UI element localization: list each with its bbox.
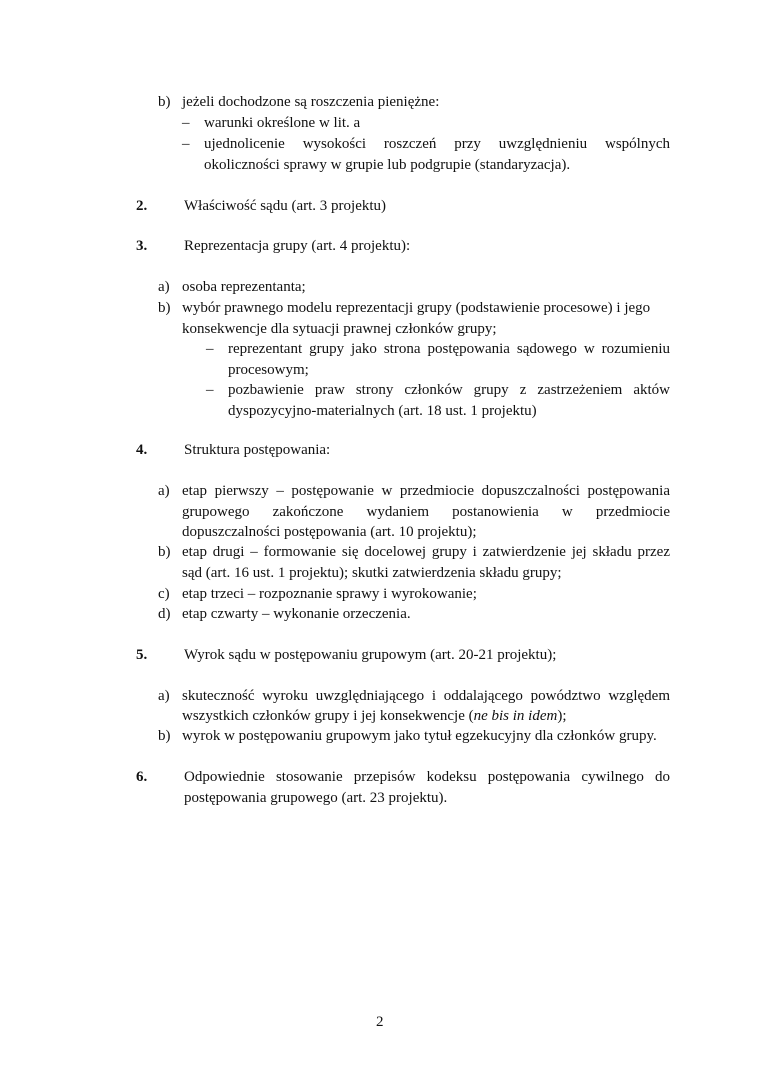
list-marker: b) [158,300,171,316]
dash-item-text: reprezentant grupy jako strona postępowania sądowego w rozumieniu [228,341,670,357]
list-marker: a) [158,688,170,704]
dash-item-text: ujednolicenie wysokości roszczeń przy uwzględnieniu wspólnych [204,136,670,152]
dash-item-text: okoliczności sprawy w grupie lub podgrupie (standaryzacja). [204,157,571,173]
page-number: 2 [376,1014,384,1030]
section-number: 4. [136,442,148,458]
section-title: Wyrok sądu w postępowaniu grupowym (art. 20-21 projektu); [184,647,557,663]
list-item-text: jeżeli dochodzone są roszczenia pieniężne: [182,94,440,110]
list-item-text: wyrok w postępowaniu grupowym jako tytuł egzekucyjny dla członków grupy. [182,728,657,744]
list-item-text: sąd (art. 16 ust. 1 projektu); skutki zatwierdzenia składu grupy; [182,565,562,581]
section-number: 6. [136,769,148,785]
section-title: Struktura postępowania: [184,442,331,458]
dash-item-text: warunki określone w lit. a [204,115,361,131]
section-number: 3. [136,238,148,254]
dash-item-text: pozbawienie praw strony członków grupy z zastrzeżeniem aktów [228,382,670,398]
section-title: Właściwość sądu (art. 3 projektu) [184,198,387,214]
list-marker: c) [158,586,170,602]
section-title: Reprezentacja grupy (art. 4 projektu): [184,238,411,254]
dash-marker: – [182,136,190,152]
list-item-text: etap pierwszy – postępowanie w przedmiocie dopuszczalności postępowania [182,483,670,499]
list-marker: b) [158,728,171,744]
latin-phrase: ne bis in idem [473,708,558,724]
list-item-text: skuteczność wyroku uwzględniającego i oddalającego powództwo względem [182,688,670,704]
list-item-text: etap czwarty – wykonanie orzeczenia. [182,606,411,622]
list-marker: a) [158,483,170,499]
list-item-text-part: wszystkich członków grupy i jej konsekwencje ( [182,708,474,724]
list-item-text: grupowego zakończone wydaniem postanowienia w przedmiocie [182,504,670,520]
list-marker: b) [158,94,171,110]
dash-marker: – [206,382,214,398]
dash-item-text: procesowym; [228,362,309,378]
section-number: 2. [136,198,148,214]
list-item-text: etap trzeci – rozpoznanie sprawy i wyrokowanie; [182,586,477,602]
list-item-text [182,706,567,726]
list-marker: d) [158,606,171,622]
list-item-text: etap drugi – formowanie się docelowej grupy i zatwierdzenie jej składu przez [182,544,670,560]
section-text: postępowania grupowego (art. 23 projektu). [184,790,448,806]
list-marker: a) [158,279,170,295]
section-number: 5. [136,647,148,663]
list-item-text-part: ); [557,708,567,724]
list-marker: b) [158,544,171,560]
section-text: Odpowiednie stosowanie przepisów kodeksu postępowania cywilnego do [184,769,670,785]
list-item-text: dopuszczalności postępowania (art. 10 projektu); [182,524,477,540]
dash-item-text: dyspozycyjno-materialnych (art. 18 ust. 1 projektu) [228,403,537,419]
dash-marker: – [182,115,190,131]
list-item-text: wybór prawnego modelu reprezentacji grupy (podstawienie procesowe) i jego [182,300,651,316]
list-item-text: osoba reprezentanta; [182,279,306,295]
dash-marker: – [206,341,214,357]
list-item-text: konsekwencje dla sytuacji prawnej członków grupy; [182,321,497,337]
